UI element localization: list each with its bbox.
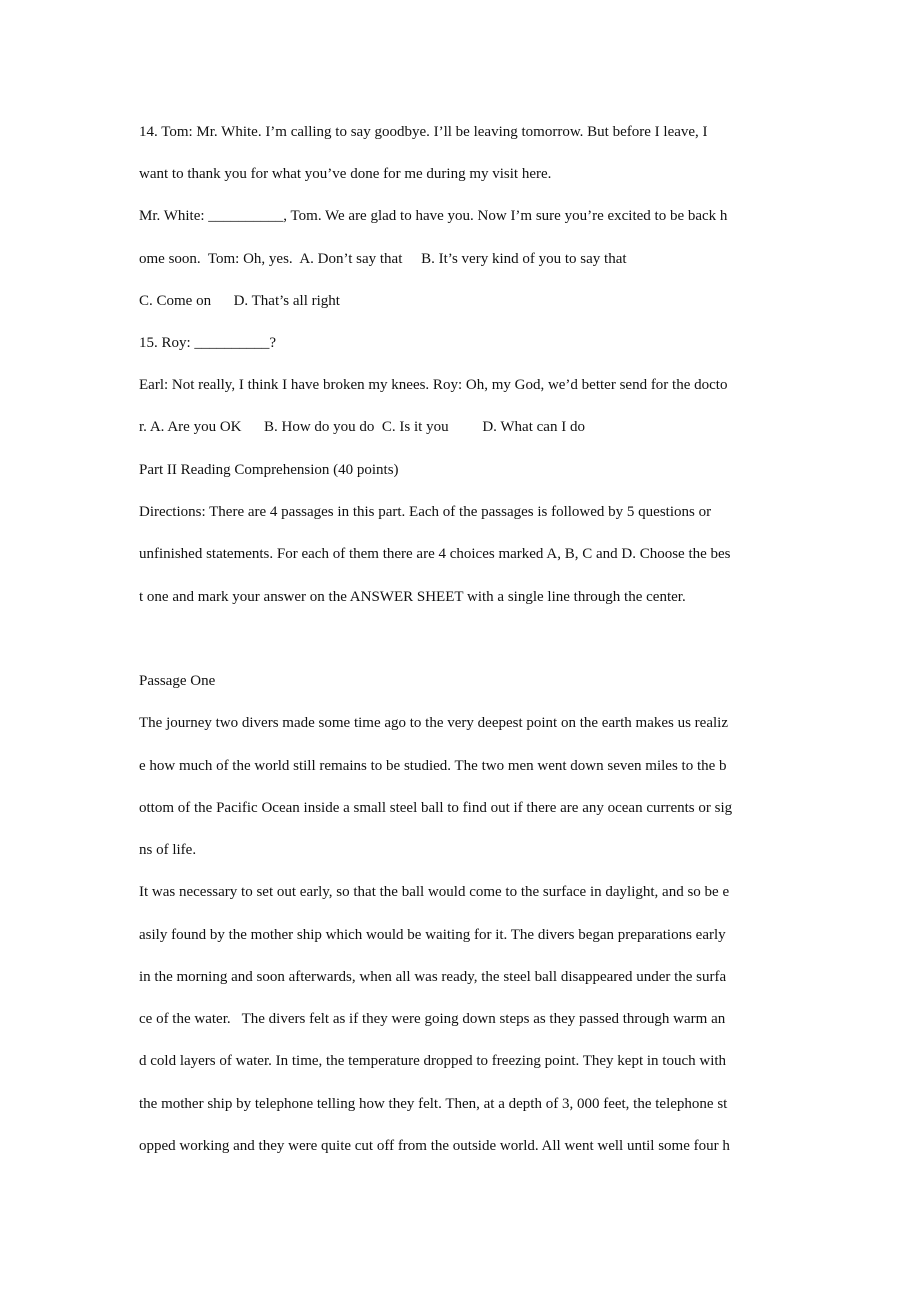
q14-line-2: want to thank you for what you’ve done for me during my visit here.: [139, 166, 552, 182]
q15-line-1: 15. Roy: __________?: [139, 335, 277, 351]
passage-line-11: opped working and they were quite cut off from the outside world. All went well until some four h: [139, 1138, 730, 1154]
passage-line-3: ottom of the Pacific Ocean inside a small steel ball to find out if there are any ocean currents or sig: [139, 800, 733, 816]
q14-line-1: 14. Tom: Mr. White. I’m calling to say goodbye. I’ll be leaving tomorrow. But before I leave, I: [139, 124, 708, 140]
passage-line-7: in the morning and soon afterwards, when all was ready, the steel ball disappeared under the surfa: [139, 969, 727, 985]
directions-line-1: Directions: There are 4 passages in this part. Each of the passages is followed by 5 questions or: [139, 504, 712, 520]
passage-line-4: ns of life.: [139, 842, 197, 858]
passage-line-6: asily found by the mother ship which would be waiting for it. The divers began preparations early: [139, 927, 726, 943]
passage-line-9: d cold layers of water. In time, the temperature dropped to freezing point. They kept in touch with: [139, 1053, 727, 1069]
passage-line-2: e how much of the world still remains to be studied. The two men went down seven miles to the b: [139, 758, 727, 774]
passage-one-title: Passage One: [139, 673, 216, 689]
directions-line-3: t one and mark your answer on the ANSWER SHEET with a single line through the center.: [139, 589, 686, 605]
directions-line-2: unfinished statements. For each of them there are 4 choices marked A, B, C and D. Choose the bes: [139, 546, 731, 562]
passage-line-1: The journey two divers made some time ago to the very deepest point on the earth makes us realiz: [139, 715, 728, 731]
part-ii-heading: Part II Reading Comprehension (40 points): [139, 462, 399, 478]
q15-line-2: Earl: Not really, I think I have broken my knees. Roy: Oh, my God, we’d better send for the docto: [139, 377, 728, 393]
passage-line-10: the mother ship by telephone telling how they felt. Then, at a depth of 3, 000 feet, the telephone st: [139, 1096, 728, 1112]
q14-options-line-2: C. Come on D. That’s all right: [139, 293, 340, 309]
q14-line-3: Mr. White: __________, Tom. We are glad to have you. Now I’m sure you’re excited to be back h: [139, 208, 728, 224]
q15-options-line: r. A. Are you OK B. How do you do C. Is it you D. What can I do: [139, 419, 585, 435]
passage-line-8: ce of the water. The divers felt as if they were going down steps as they passed through warm an: [139, 1011, 726, 1027]
passage-line-5: It was necessary to set out early, so that the ball would come to the surface in daylight, and so be e: [139, 884, 730, 900]
q14-options-line-1: ome soon. Tom: Oh, yes. A. Don’t say that B. It’s very kind of you to say that: [139, 251, 627, 267]
